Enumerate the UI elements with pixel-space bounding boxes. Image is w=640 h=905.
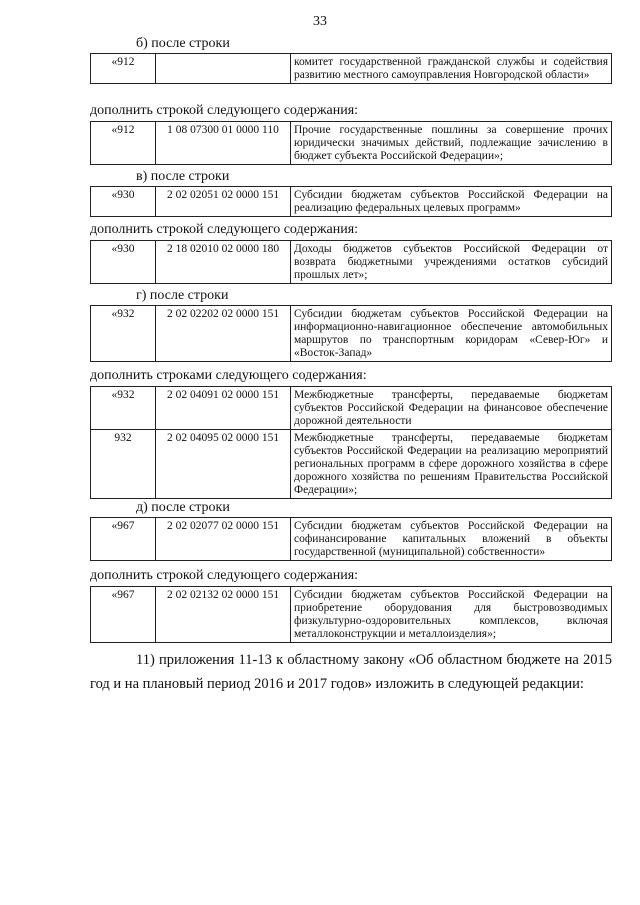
code-table xyxy=(90,305,612,362)
description-cell: Межбюджетные трансферты, передаваемые бюджетам субъектов Российской Федерации на реализацию мероприятий региональных программ в сфере дорожного хозяйства в сфере дорожного хозяйства по решениям Правительства Российской Федерации»; xyxy=(291,430,612,499)
table-row xyxy=(91,241,612,284)
table-row xyxy=(91,430,612,499)
section-heading: дополнить строкой следующего содержания: xyxy=(90,568,359,583)
description-cell: Межбюджетные трансферты, передаваемые бюджетам субъектов Российской Федерации на финансовое обеспечение дорожной деятельности xyxy=(291,387,612,430)
description-cell: Субсидии бюджетам субъектов Российской Федерации на реализацию федеральных целевых программ» xyxy=(291,187,612,217)
section-heading: дополнить строкой следующего содержания: xyxy=(90,222,359,237)
table-row xyxy=(91,518,612,561)
description-cell: Прочие государственные пошлины за совершение прочих юридически значимых действий, подлежащие зачислению в бюджет субъекта Российской Федерации»; xyxy=(291,122,612,165)
kbk-code-cell xyxy=(156,54,291,84)
kbk-code-cell: 2 02 02202 02 0000 151 xyxy=(156,306,291,362)
table-row xyxy=(91,306,612,362)
section-heading: г) после строки xyxy=(136,288,229,303)
kbk-code-cell: 2 02 02132 02 0000 151 xyxy=(156,587,291,643)
code-table xyxy=(90,121,612,165)
admin-code-cell: «932 xyxy=(91,387,156,430)
kbk-code-cell: 2 18 02010 02 0000 180 xyxy=(156,241,291,284)
admin-code-cell: «967 xyxy=(91,587,156,643)
table-row xyxy=(91,587,612,643)
closing-paragraph: 11) приложения 11-13 к областному закону «Об областном бюджете на 2015 год и на плановый период 2016 и 2017 годов» изложить в следующей редакции: xyxy=(90,652,612,692)
code-table xyxy=(90,53,612,84)
description-cell: Доходы бюджетов субъектов Российской Федерации от возврата бюджетными учреждениями остатков субсидий прошлых лет»; xyxy=(291,241,612,284)
code-table xyxy=(90,586,612,643)
admin-code-cell: «912 xyxy=(91,122,156,165)
description-cell: Субсидии бюджетам субъектов Российской Федерации на приобретение оборудования для быстровозводимых физкультурно-оздоровительных комплексов, включая металлоконструкции и металлоизделия»; xyxy=(291,587,612,643)
table-row xyxy=(91,387,612,430)
admin-code-cell: «912 xyxy=(91,54,156,84)
admin-code-cell: «932 xyxy=(91,306,156,362)
kbk-code-cell: 2 02 04091 02 0000 151 xyxy=(156,387,291,430)
section-heading: б) после строки xyxy=(136,36,230,51)
admin-code-cell: «967 xyxy=(91,518,156,561)
admin-code-cell: 932 xyxy=(91,430,156,499)
table-row xyxy=(91,122,612,165)
kbk-code-cell: 2 02 04095 02 0000 151 xyxy=(156,430,291,499)
admin-code-cell: «930 xyxy=(91,241,156,284)
description-cell: Субсидии бюджетам субъектов Российской Федерации на софинансирование капитальных вложений в объекты государственной (муниципальной) собственности» xyxy=(291,518,612,561)
code-table xyxy=(90,186,612,217)
table-row xyxy=(91,54,612,84)
kbk-code-cell: 1 08 07300 01 0000 110 xyxy=(156,122,291,165)
section-heading: дополнить строкой следующего содержания: xyxy=(90,103,359,118)
kbk-code-cell: 2 02 02051 02 0000 151 xyxy=(156,187,291,217)
admin-code-cell: «930 xyxy=(91,187,156,217)
code-table xyxy=(90,240,612,284)
page-number: 33 xyxy=(313,14,327,29)
description-cell: Субсидии бюджетам субъектов Российской Федерации на информационно-навигационное обеспечение автомобильных маршрутов по транспортным коридорам «Север-Юг» и «Восток-Запад» xyxy=(291,306,612,362)
section-heading: в) после строки xyxy=(136,169,230,184)
description-cell: комитет государственной гражданской службы и содействия развитию местного самоуправления Новгородской области» xyxy=(291,54,612,84)
code-table xyxy=(90,386,612,499)
table-row xyxy=(91,187,612,217)
section-heading: д) после строки xyxy=(136,500,230,515)
section-heading: дополнить строками следующего содержания: xyxy=(90,368,367,383)
code-table xyxy=(90,517,612,561)
kbk-code-cell: 2 02 02077 02 0000 151 xyxy=(156,518,291,561)
